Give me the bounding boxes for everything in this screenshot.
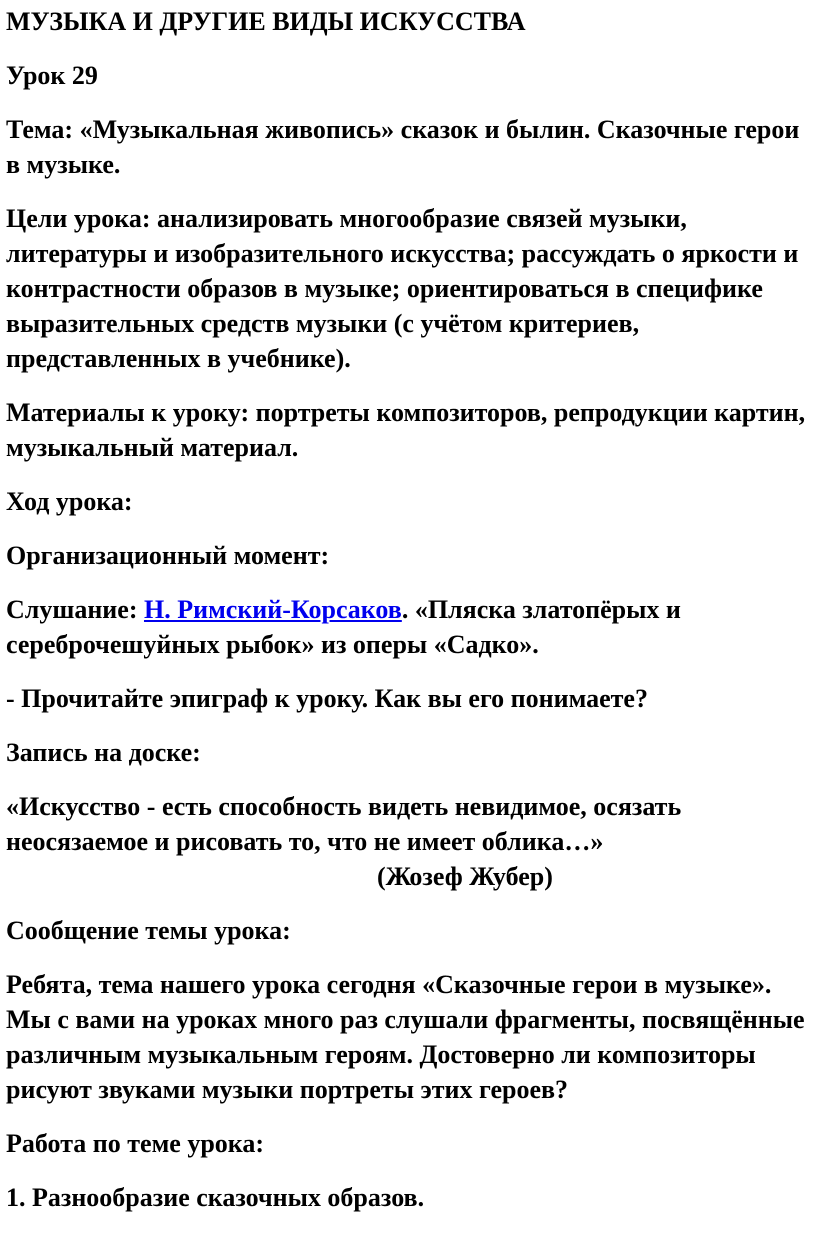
topic-message: Ребята, тема нашего урока сегодня «Сказочные герои в музыке». Мы с вами на уроках много раз слушали фрагменты, посвящённые различным музыкальным героям. Достоверно ли композиторы рисуют звуками музыки портреты этих героев? bbox=[6, 970, 805, 1104]
listening-paragraph bbox=[6, 592, 810, 662]
epigraph-question: - Прочитайте эпиграф к уроку. Как вы его понимаете? bbox=[6, 684, 648, 713]
lesson-topic: Тема: «Музыкальная живопись» сказок и былин. Сказочные герои в музыке. bbox=[6, 115, 800, 179]
lesson-materials: Материалы к уроку: портреты композиторов, репродукции картин, музыкальный материал. bbox=[6, 398, 806, 462]
board-heading: Запись на доске: bbox=[6, 738, 201, 767]
epigraph-author: (Жозеф Жубер) bbox=[377, 862, 553, 891]
document-title: МУЗЫКА И ДРУГИЕ ВИДЫ ИСКУССТВА bbox=[6, 7, 526, 36]
lesson-goals: Цели урока: анализировать многообразие связей музыки, литературы и изобразительного искусства; рассуждать о яркости и контрастности образов в музыке; ориентироваться в специфике выразительных средств музыки (с учётом критериев, представленных в учебнике). bbox=[6, 204, 799, 373]
topic-message-heading: Сообщение темы урока: bbox=[6, 916, 291, 945]
work-heading: Работа по теме урока: bbox=[6, 1129, 265, 1158]
composer-link[interactable]: Н. Римский-Корсаков bbox=[143, 595, 402, 624]
listening-prefix: Слушание: bbox=[6, 595, 144, 624]
epigraph-block bbox=[6, 789, 810, 894]
epigraph-quote: «Искусство - есть способность видеть невидимое, осязать неосязаемое и рисовать то, что не имеет облика…» bbox=[6, 792, 682, 856]
course-heading: Ход урока: bbox=[6, 487, 133, 516]
section-heading-1: 1. Разнообразие сказочных образов. bbox=[6, 1183, 425, 1212]
listening-suffix: . «Пляска златопёрых и сереброчешуйных рыбок» из оперы «Садко». bbox=[6, 595, 681, 659]
lesson-number: Урок 29 bbox=[6, 61, 98, 90]
org-moment-heading: Организационный момент: bbox=[6, 541, 330, 570]
